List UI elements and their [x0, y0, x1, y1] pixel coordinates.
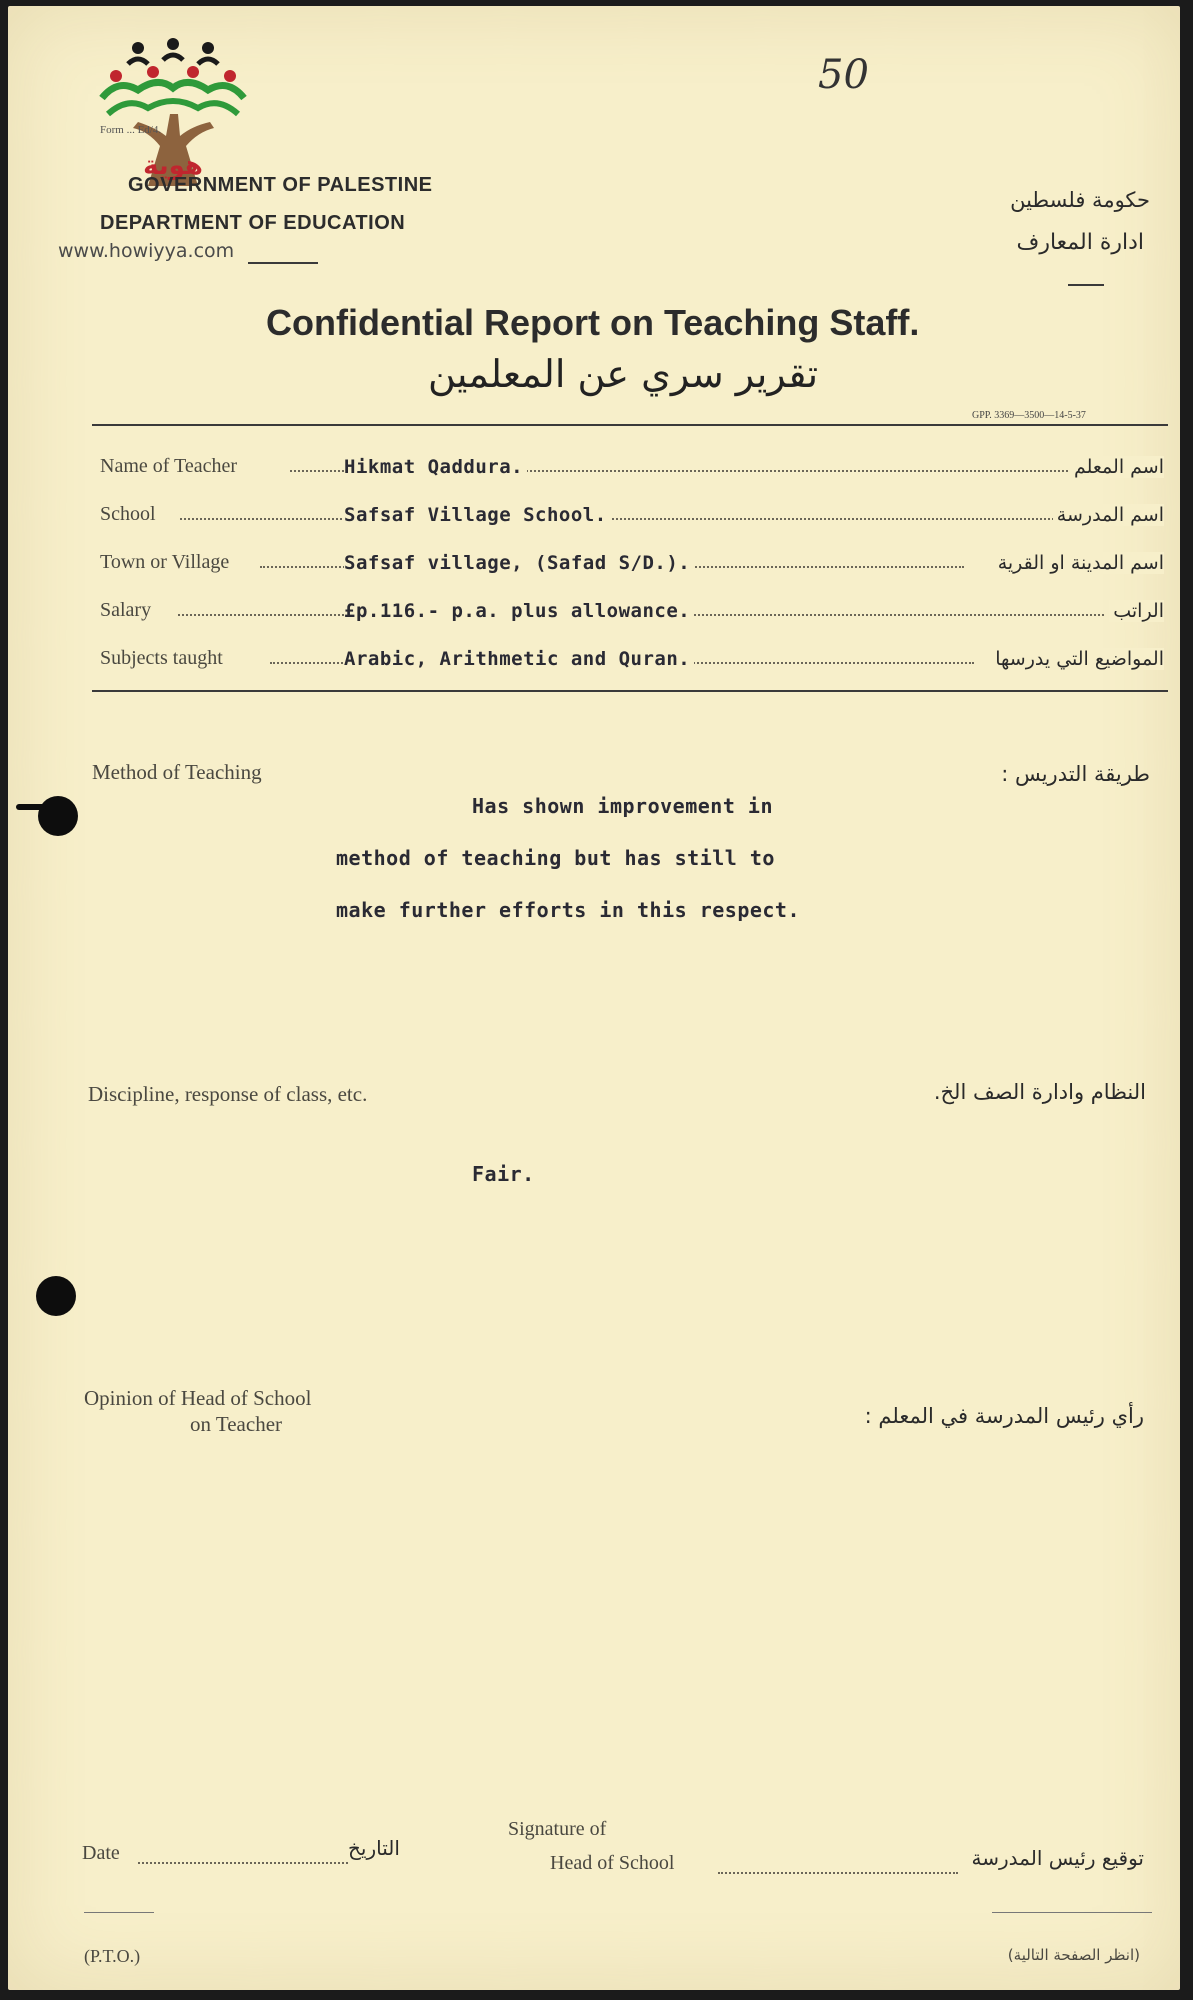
discipline-label-ar: النظام وادارة الصف الخ. — [933, 1080, 1146, 1104]
field-row-teacher — [100, 450, 1164, 480]
field-label: Subjects taught — [100, 647, 223, 669]
pto-label: (P.T.O.) — [84, 1946, 141, 1966]
page-number: 50 — [818, 52, 869, 98]
opinion-label-line-2: on Teacher — [190, 1412, 283, 1436]
date-dotted-line — [138, 1862, 348, 1864]
pto-rule — [84, 1912, 154, 1913]
signature-dotted-line — [718, 1872, 958, 1874]
date-label-ar: التاريخ — [348, 1836, 400, 1860]
method-text-line-2: method of teaching but has still to — [336, 846, 775, 870]
pto-ar-rule — [992, 1912, 1152, 1913]
discipline-label: Discipline, response of class, etc. — [88, 1082, 368, 1106]
logo-text: هوية — [143, 151, 203, 181]
discipline-text: Fair. — [472, 1162, 535, 1186]
method-label: Method of Teaching — [92, 760, 262, 784]
date-label: Date — [82, 1842, 120, 1864]
dept-name-en: DEPARTMENT OF EDUCATION — [100, 212, 406, 234]
field-label-ar: المواضيع التي يدرسها — [991, 648, 1164, 670]
field-row-salary — [100, 594, 1164, 624]
binder-hole-tear — [16, 804, 46, 810]
field-label: School — [100, 503, 156, 525]
pto-label-ar: (انظر الصفحة التالية) — [1007, 1946, 1140, 1964]
opinion-label: Opinion of Head of School — [84, 1386, 312, 1410]
field-value-school: Safsaf Village School. — [344, 504, 611, 526]
field-label-ar: اسم المدرسة — [1053, 504, 1164, 526]
report-title-ar: تقرير سري عن المعلمين — [428, 352, 819, 396]
gov-name-en: GOVERNMENT OF PALESTINE — [128, 174, 433, 196]
signature-label-line-2: Head of School — [550, 1852, 675, 1874]
howiyya-logo — [88, 36, 258, 186]
binder-hole-bottom — [36, 1276, 76, 1316]
field-label: Town or Village — [100, 551, 230, 573]
watermark-url[interactable]: www.howiyya.com — [58, 240, 235, 262]
field-value-town: Safsaf village, (Safad S/D.). — [344, 552, 694, 574]
form-ref: Form ... Ed/4. — [100, 124, 162, 136]
report-title: Confidential Report on Teaching Staff. — [266, 302, 920, 343]
field-label: Salary — [100, 599, 152, 621]
method-text-line-3: make further efforts in this respect. — [336, 898, 801, 922]
field-row-town — [100, 546, 1164, 576]
field-value-salary: £p.116.- p.a. plus allowance. — [344, 600, 694, 622]
logo-people — [102, 38, 244, 114]
field-label-ar: الراتب — [1109, 600, 1164, 622]
report-sheet — [8, 6, 1180, 1990]
field-label-ar: اسم المعلم — [1070, 456, 1164, 478]
field-row-subjects — [100, 642, 1164, 672]
method-text-line-1: Has shown improvement in — [472, 794, 773, 818]
top-rule — [92, 424, 1168, 426]
header-ar-underline — [1068, 284, 1104, 286]
print-ref: GPP. 3369—3500—14-5-37 — [972, 410, 1086, 421]
binder-hole-top — [38, 796, 78, 836]
dotted-line — [180, 518, 1054, 520]
field-label: Name of Teacher — [100, 455, 238, 477]
gov-name-ar: حكومة فلسطين — [1010, 188, 1150, 212]
field-value-subjects: Arabic, Arithmetic and Quran. — [344, 648, 694, 670]
signature-label-ar: توقيع رئيس المدرسة — [971, 1846, 1144, 1870]
field-value-teacher: Hikmat Qaddura. — [344, 456, 527, 478]
field-row-school — [100, 498, 1164, 528]
header-underline — [248, 262, 318, 264]
field-label-ar: اسم المدينة او القرية — [994, 552, 1164, 574]
opinion-label-ar: رأي رئيس المدرسة في المعلم : — [864, 1404, 1144, 1428]
fields-bottom-rule — [92, 690, 1168, 692]
method-label-ar: طريقة التدريس : — [1001, 762, 1150, 786]
dept-name-ar: ادارة المعارف — [1016, 230, 1144, 255]
signature-label: Signature of — [508, 1818, 607, 1840]
